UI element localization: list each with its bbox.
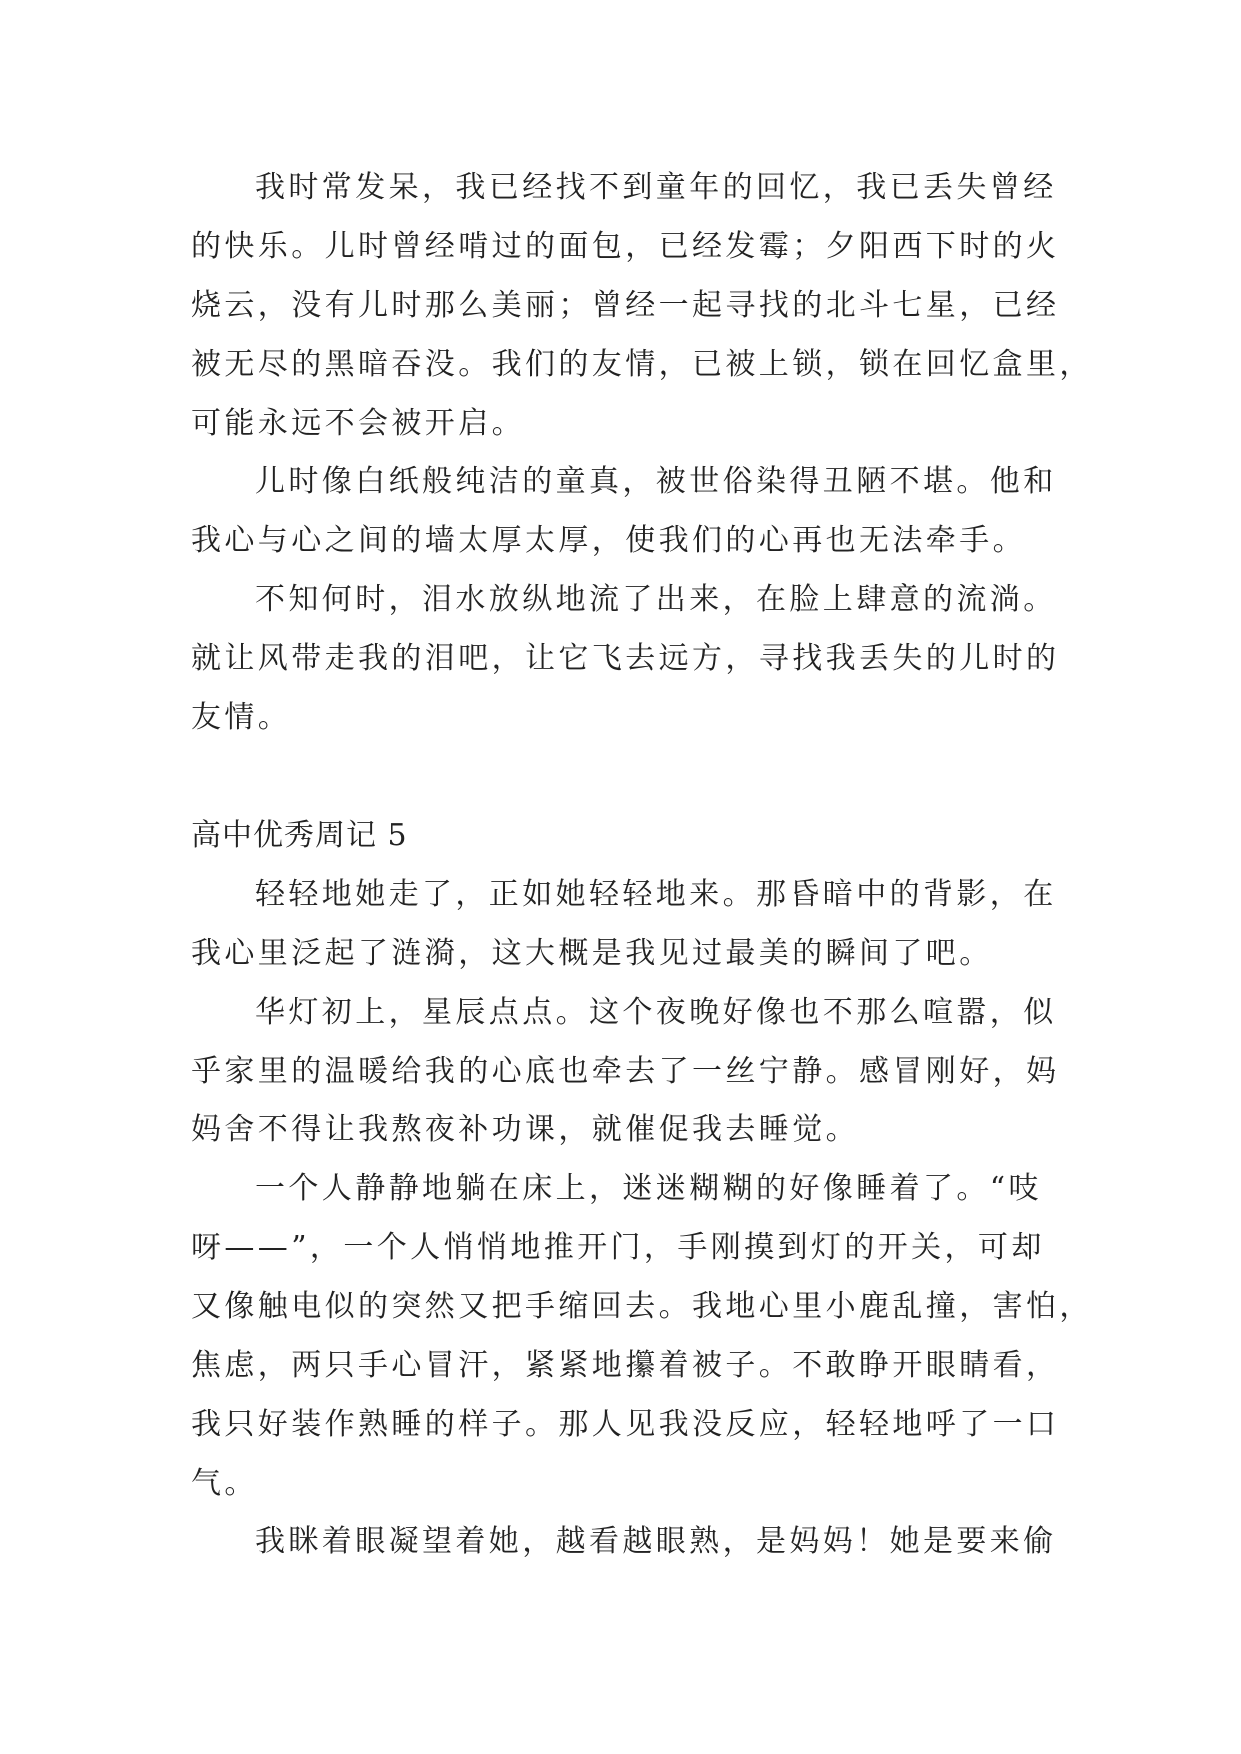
paragraph-3-line-2: 就让风带走我的泪吧，让它飞去远方，寻找我丢失的儿时的	[191, 641, 1060, 676]
paragraph-6-line-3: 又像触电似的突然又把手缩回去。我地心里小鹿乱撞，害怕，	[191, 1289, 1093, 1324]
paragraph-6-line-2: 呀——”，一个人悄悄地推开门，手刚摸到灯的开关，可却	[191, 1230, 1045, 1265]
section-heading: 高中优秀周记 5	[191, 818, 408, 853]
paragraph-6-line-1: 一个人静静地躺在床上，迷迷糊糊的好像睡着了。“吱	[255, 1171, 1042, 1206]
paragraph-7-line-1: 我眯着眼凝望着她，越看越眼熟，是妈妈！她是要来偷	[255, 1524, 1057, 1559]
paragraph-6-line-4: 焦虑，两只手心冒汗，紧紧地攥着被子。不敢睁开眼睛看，	[191, 1348, 1060, 1383]
paragraph-1-line-2: 的快乐。儿时曾经啃过的面包，已经发霉；夕阳西下时的火	[191, 229, 1060, 264]
paragraph-2-line-2: 我心与心之间的墙太厚太厚，使我们的心再也无法牵手。	[191, 523, 1026, 558]
paragraph-1-line-4: 被无尽的黑暗吞没。我们的友情，已被上锁，锁在回忆盒里，	[191, 347, 1093, 382]
paragraph-4-line-1: 轻轻地她走了，正如她轻轻地来。那昏暗中的背影，在	[255, 877, 1057, 912]
paragraph-5-line-2: 乎家里的温暖给我的心底也牵去了一丝宁静。感冒刚好，妈	[191, 1054, 1060, 1089]
paragraph-1-line-3: 烧云，没有儿时那么美丽；曾经一起寻找的北斗七星，已经	[191, 288, 1060, 323]
paragraph-1-line-5: 可能永远不会被开启。	[191, 406, 525, 441]
paragraph-4-line-2: 我心里泛起了涟漪，这大概是我见过最美的瞬间了吧。	[191, 936, 993, 971]
paragraph-5-line-1: 华灯初上，星辰点点。这个夜晚好像也不那么喧嚣，似	[255, 995, 1057, 1030]
paragraph-6-line-6: 气。	[191, 1466, 258, 1501]
paragraph-1-line-1: 我时常发呆，我已经找不到童年的回忆，我已丢失曾经	[255, 170, 1057, 205]
paragraph-2-line-1: 儿时像白纸般纯洁的童真，被世俗染得丑陋不堪。他和	[255, 464, 1057, 499]
paragraph-3-line-3: 友情。	[191, 700, 292, 735]
paragraph-6-line-5: 我只好装作熟睡的样子。那人见我没反应，轻轻地呼了一口	[191, 1407, 1060, 1442]
paragraph-3-line-1: 不知何时，泪水放纵地流了出来，在脸上肆意的流淌。	[255, 582, 1057, 617]
paragraph-5-line-3: 妈舍不得让我熬夜补功课，就催促我去睡觉。	[191, 1112, 859, 1147]
